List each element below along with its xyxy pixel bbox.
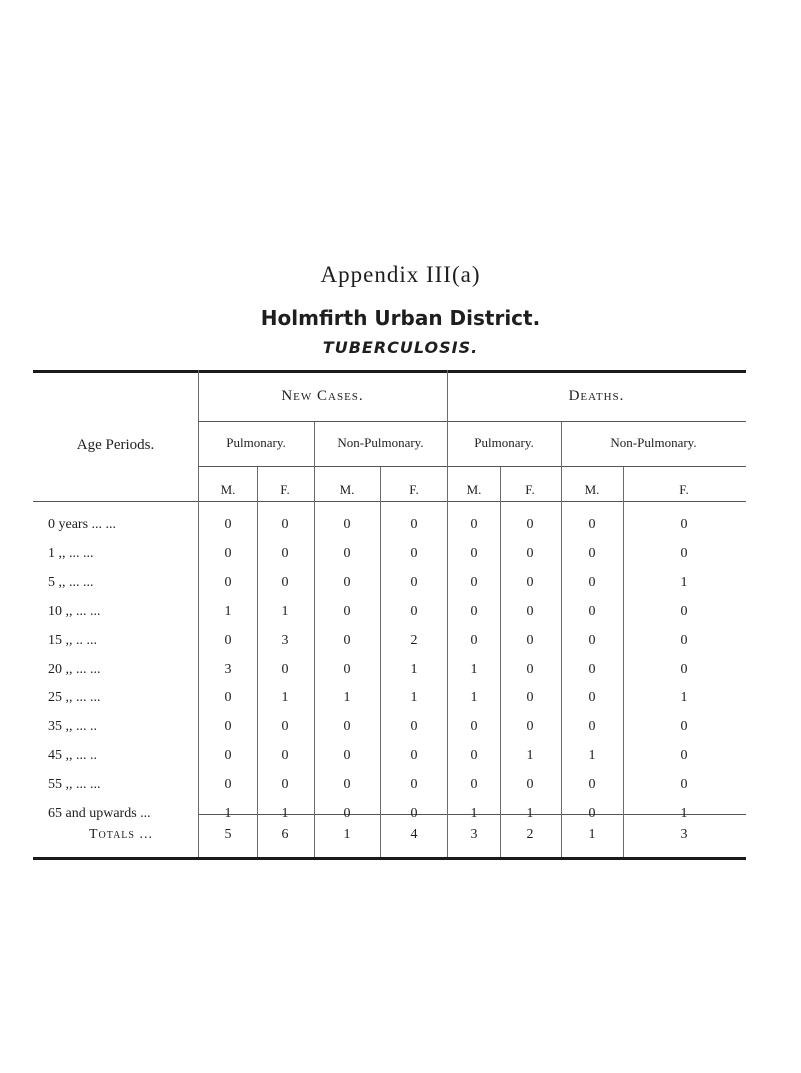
column-divider (623, 467, 624, 857)
table-cell: 0 (224, 719, 232, 734)
sex-label: F. (525, 482, 535, 497)
sex-label: F. (280, 482, 290, 497)
table-cell: 0 (526, 777, 534, 792)
table-cell: 1 (588, 748, 596, 763)
table-cell: 0 (410, 719, 418, 734)
subgroup-header: Non-Pulmonary. (337, 435, 424, 450)
totals-cell: 1 (343, 827, 351, 842)
age-period-label: 0 years ... ... (48, 517, 117, 532)
table-cell: 0 (224, 690, 232, 705)
table-cell: 0 (343, 633, 351, 648)
table-cell: 0 (224, 575, 232, 590)
table-cell: 1 (224, 806, 232, 821)
table-cell: 1 (281, 604, 289, 619)
age-period-label: 45 ,, ... .. (48, 748, 97, 763)
table-cell: 0 (224, 633, 232, 648)
table-cell: 0 (410, 604, 418, 619)
table-cell: 0 (588, 806, 596, 821)
table-cell: 0 (343, 517, 351, 532)
table-cell: 0 (588, 604, 596, 619)
age-period-label: 65 and upwards ... (48, 806, 151, 821)
table-cell: 0 (224, 748, 232, 763)
table-cell: 1 (470, 806, 478, 821)
table-cell: 3 (224, 662, 232, 677)
group-underline (198, 421, 746, 422)
table-cell: 0 (281, 546, 289, 561)
column-divider (500, 467, 501, 857)
age-period-label: 35 ,, ... .. (48, 719, 97, 734)
table-cell: 0 (343, 719, 351, 734)
table-cell: 0 (588, 690, 596, 705)
table-cell: 0 (588, 517, 596, 532)
column-divider (314, 422, 315, 857)
table-cell: 0 (281, 575, 289, 590)
age-period-label: 1 ,, ... ... (48, 546, 94, 561)
table-bottom-rule (33, 857, 746, 860)
table-cell: 0 (680, 662, 688, 677)
table-cell: 1 (470, 662, 478, 677)
table-cell: 0 (470, 777, 478, 792)
sex-label: M. (339, 482, 355, 497)
table-cell: 0 (281, 777, 289, 792)
table-cell: 0 (343, 806, 351, 821)
table-cell: 0 (410, 748, 418, 763)
subgroup-header: Pulmonary. (474, 435, 534, 450)
table-cell: 0 (343, 777, 351, 792)
table-cell: 0 (680, 719, 688, 734)
table-top-rule (33, 370, 746, 373)
totals-cell: 3 (680, 827, 688, 842)
table-cell: 1 (343, 690, 351, 705)
table-cell: 0 (680, 748, 688, 763)
table-cell: 2 (410, 633, 418, 648)
table-cell: 1 (470, 690, 478, 705)
sex-label: M. (584, 482, 600, 497)
table-cell: 0 (410, 777, 418, 792)
column-divider (561, 422, 562, 857)
group-header-new-cases: New Cases. (281, 388, 364, 404)
table-cell: 0 (224, 777, 232, 792)
table-cell: 0 (470, 748, 478, 763)
age-period-label: 20 ,, ... ... (48, 662, 101, 677)
table-cell: 0 (410, 806, 418, 821)
table-cell: 1 (680, 575, 688, 590)
table-cell: 0 (680, 604, 688, 619)
table-cell: 0 (343, 546, 351, 561)
table-cell: 0 (281, 748, 289, 763)
table-cell: 0 (588, 719, 596, 734)
age-period-label: 10 ,, ... ... (48, 604, 101, 619)
table-cell: 0 (410, 517, 418, 532)
row-header: Age Periods. (76, 437, 155, 453)
table-cell: 0 (526, 719, 534, 734)
table-cell: 0 (526, 575, 534, 590)
table-cell: 0 (281, 719, 289, 734)
table-cell: 0 (588, 575, 596, 590)
table-cell: 0 (470, 604, 478, 619)
appendix-title: Appendix III(a) (320, 262, 481, 287)
totals-label: Totals ... (89, 827, 153, 842)
table-cell: 0 (281, 517, 289, 532)
table-cell: 0 (224, 546, 232, 561)
table-cell: 0 (470, 719, 478, 734)
table-cell: 0 (470, 633, 478, 648)
table-cell: 0 (470, 517, 478, 532)
table-cell: 0 (588, 777, 596, 792)
age-period-label: 55 ,, ... ... (48, 777, 101, 792)
table-cell: 0 (588, 633, 596, 648)
totals-cell: 6 (281, 827, 289, 842)
column-divider (380, 467, 381, 857)
column-divider (257, 467, 258, 857)
tuberculosis-table (33, 370, 746, 861)
table-cell: 0 (588, 546, 596, 561)
table-cell: 3 (281, 633, 289, 648)
sex-label: F. (409, 482, 419, 497)
table-cell: 0 (343, 748, 351, 763)
subgroup-underline (198, 466, 746, 467)
table-cell: 0 (588, 662, 596, 677)
table-cell: 1 (224, 604, 232, 619)
subgroup-header: Non-Pulmonary. (610, 435, 697, 450)
table-cell: 0 (526, 662, 534, 677)
table-cell: 0 (680, 546, 688, 561)
table-cell: 0 (680, 777, 688, 792)
table-cell: 0 (680, 633, 688, 648)
table-cell: 1 (680, 806, 688, 821)
table-cell: 0 (526, 604, 534, 619)
age-period-label: 25 ,, ... ... (48, 690, 101, 705)
subgroup-header: Pulmonary. (226, 435, 286, 450)
sex-label: M. (220, 482, 236, 497)
table-cell: 1 (680, 690, 688, 705)
table-cell: 1 (410, 662, 418, 677)
table-cell: 0 (526, 546, 534, 561)
age-period-label: 15 ,, .. ... (48, 633, 97, 648)
table-cell: 1 (281, 690, 289, 705)
table-cell: 0 (410, 575, 418, 590)
totals-cell: 1 (588, 827, 596, 842)
district-title: Holmfirth Urban District. (260, 306, 541, 330)
totals-cell: 5 (224, 827, 232, 842)
totals-cell: 2 (526, 827, 534, 842)
table-cell: 0 (470, 575, 478, 590)
subject-title: TUBERCULOSIS. (322, 338, 479, 357)
table-cell: 0 (343, 604, 351, 619)
table-cell: 0 (470, 546, 478, 561)
table-cell: 0 (680, 517, 688, 532)
totals-cell: 4 (410, 827, 418, 842)
table-cell: 0 (281, 662, 289, 677)
sex-label: F. (679, 482, 689, 497)
table-cell: 0 (526, 517, 534, 532)
table-cell: 1 (526, 806, 534, 821)
table-cell: 0 (526, 633, 534, 648)
table-cell: 0 (224, 517, 232, 532)
group-header-deaths: Deaths. (568, 388, 625, 404)
table-cell: 1 (526, 748, 534, 763)
age-period-label: 5 ,, ... ... (48, 575, 94, 590)
table-cell: 0 (343, 575, 351, 590)
totals-cell: 3 (470, 827, 478, 842)
table-cell: 0 (410, 546, 418, 561)
table-cell: 1 (410, 690, 418, 705)
table-cell: 0 (343, 662, 351, 677)
table-cell: 1 (281, 806, 289, 821)
table-cell: 0 (526, 690, 534, 705)
sex-label: M. (466, 482, 482, 497)
header-bottom-rule (33, 501, 746, 502)
